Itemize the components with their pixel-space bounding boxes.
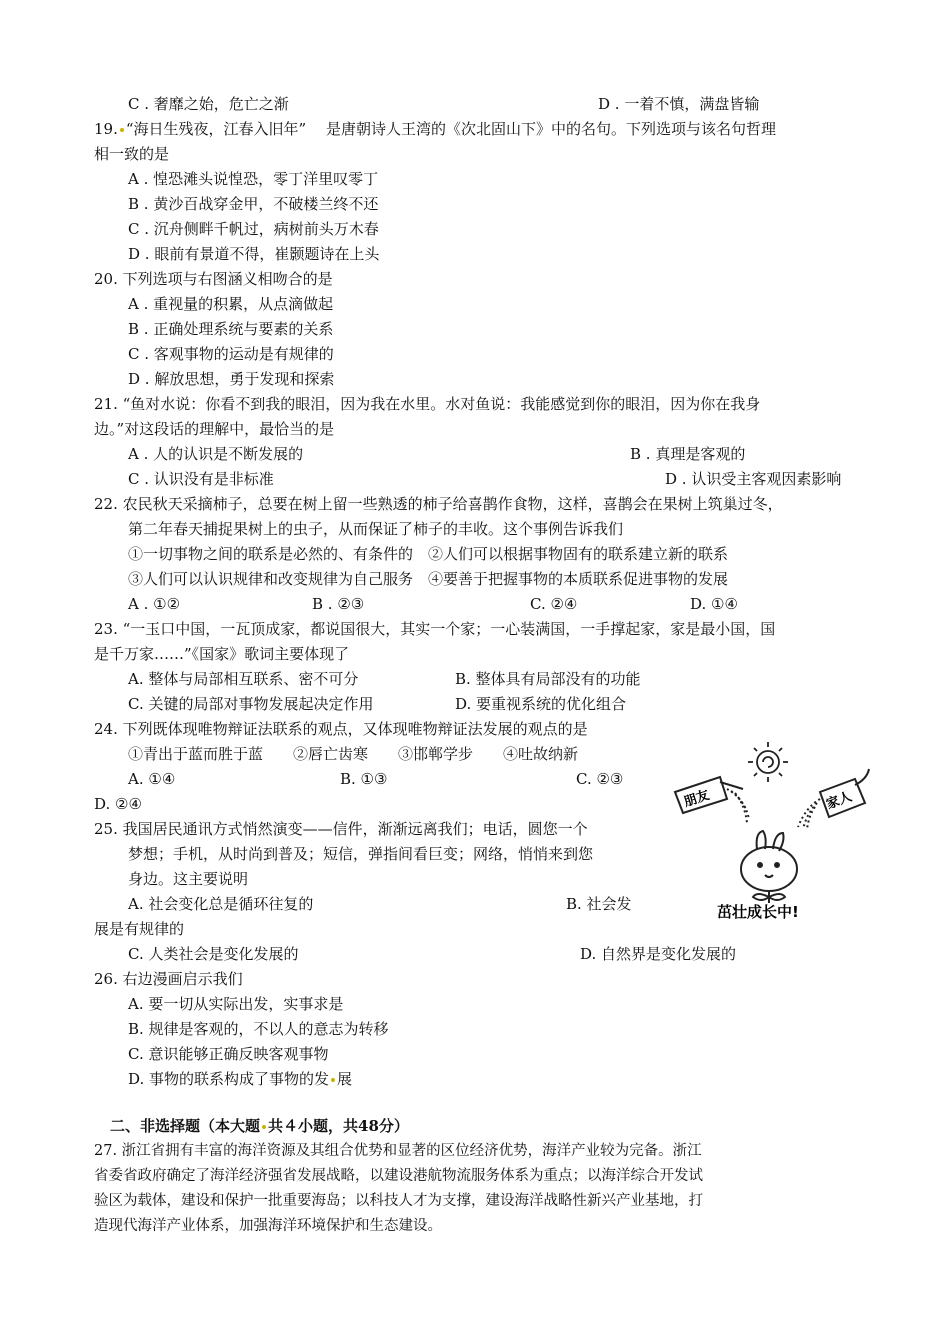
q23-option-b: B. 整体具有局部没有的功能 xyxy=(455,670,641,688)
q27-line3: 验区为载体，建设和保护一批重要海岛；以科技人才为支撑，建设海洋战略性新兴产业基地，打 xyxy=(94,1193,703,1209)
q25-stem-line3: 身边。这主要说明 xyxy=(128,870,249,888)
mark-dot xyxy=(120,128,124,132)
q22-statements-line1: ①一切事物之间的联系是必然的、有条件的 ②人们可以根据事物固有的联系建立新的联系 xyxy=(128,545,729,563)
q24-option-c: C. ②③ xyxy=(576,770,624,788)
q22-option-c: C. ②④ xyxy=(530,595,578,613)
comic-illustration xyxy=(665,737,880,925)
q24-option-b: B. ①③ xyxy=(340,770,388,788)
q24-stem: 24. 下列既体现唯物辩证法联系的观点，又体现唯物辩证法发展的观点的是 xyxy=(94,720,588,738)
q26-option-d xyxy=(128,1069,352,1089)
q25-option-b-part1: B. 社会发 xyxy=(566,895,632,913)
q23-option-c: C. 关键的局部对事物发展起决定作用 xyxy=(128,695,374,713)
q22-stem-line2: 第二年春天捕捉果树上的虫子，从而保证了柿子的丰收。这个事例告诉我们 xyxy=(128,520,624,538)
q23-stem-line2: 是千万家……”《国家》歌词主要体现了 xyxy=(94,645,350,663)
q25-stem-line2: 梦想；手机，从时尚到普及；短信，弹指间看巨变；网络，悄悄来到您 xyxy=(128,845,594,863)
q21-option-b: B . 真理是客观的 xyxy=(630,445,746,463)
q19-option-b: B . 黄沙百战穿金甲，不破楼兰终不还 xyxy=(128,195,379,213)
q27-line2: 省委省政府确定了海洋经济强省发展战略，以建设港航物流服务体系为重点；以海洋综合开发试 xyxy=(94,1168,703,1184)
q23-option-a: A. 整体与局部相互联系、密不可分 xyxy=(128,670,359,688)
q19-option-a: A . 惶恐滩头说惶恐，零丁洋里叹零丁 xyxy=(128,170,379,188)
q20-stem: 20. 下列选项与右图涵义相吻合的是 xyxy=(94,270,333,288)
q26-option-d-part2: 展 xyxy=(337,1070,353,1088)
mark-dot xyxy=(262,1125,266,1129)
q19-option-d: D . 眼前有景道不得，崔颢题诗在上头 xyxy=(128,245,380,263)
q21-stem-line2: 边。”对这段话的理解中，最恰当的是 xyxy=(94,420,335,438)
section2-title-part2: 共４小题，共48分） xyxy=(268,1117,409,1135)
q22-stem-line1: 22. 农民秋天采摘柿子，总要在树上留一些熟透的柿子给喜鹊作食物，这样，喜鹊会在果树上筑巢过冬， xyxy=(94,495,783,513)
q24-statements: ①青出于蓝而胜于蓝 ②唇亡齿寒 ③邯郸学步 ④吐故纳新 xyxy=(128,745,579,763)
q20-option-d: D . 解放思想，勇于发现和探索 xyxy=(128,370,335,388)
section2-title-part1: 二、非选择题（本大题 xyxy=(110,1117,261,1135)
q19-option-c: C . 沉舟侧畔千帆过，病树前头万木春 xyxy=(128,220,379,238)
q20-option-a: A . 重视量的积累，从点滴做起 xyxy=(128,295,334,313)
sun-icon xyxy=(748,742,788,782)
q25-option-c: C. 人类社会是变化发展的 xyxy=(128,945,299,963)
q19-stem-line1 xyxy=(94,119,776,139)
section2-title xyxy=(110,1116,409,1136)
q26-option-a: A. 要一切从实际出发，实事求是 xyxy=(128,995,344,1013)
q22-statements-line2: ③人们可以认识规律和改变规律为自己服务 ④要善于把握事物的本质联系促进事物的发展 xyxy=(128,570,729,588)
comic-caption: 茁壮成长中! xyxy=(717,903,799,921)
q24-option-a: A. ①④ xyxy=(128,770,176,788)
q22-option-a: A . ①② xyxy=(128,595,181,613)
q26-option-c: C. 意识能够正确反映客观事物 xyxy=(128,1045,329,1063)
q27-line1: 27. 浙江省拥有丰富的海洋资源及其组合优势和显著的区位经济优势，海洋产业较为完备。浙江 xyxy=(94,1143,702,1159)
sprout-character-icon xyxy=(741,831,797,903)
q27-line4: 造现代海洋产业体系，加强海洋环境保护和生态建设。 xyxy=(94,1218,442,1234)
q21-stem-line1: 21. “鱼对水说：你看不到我的眼泪，因为我在水里。水对鱼说：我能感觉到你的眼泪，因为你在我身 xyxy=(94,395,761,413)
q21-option-d: D . 认识受主客观因素影响 xyxy=(665,470,842,488)
q26-stem: 26. 右边漫画启示我们 xyxy=(94,970,243,988)
comic-sign-right: 家人 xyxy=(824,789,855,813)
q23-stem-line1: 23. “一玉口中国，一瓦顶成家，都说国很大，其实一个家；一心装满国，一手撑起家，家是最小国，国 xyxy=(94,620,776,638)
q22-option-b: B . ②③ xyxy=(312,595,365,613)
q19-number: 19. xyxy=(94,120,118,138)
q24-option-d: D. ②④ xyxy=(94,795,142,813)
q23-option-d: D. 要重视系统的优化组合 xyxy=(455,695,627,713)
q19-stem-line2: 相一致的是 xyxy=(94,145,170,163)
q18-option-d: D . 一着不慎，满盘皆输 xyxy=(598,95,760,113)
mark-dot xyxy=(331,1078,335,1082)
q18-option-c: C . 奢靡之始，危亡之渐 xyxy=(128,95,289,113)
q21-option-c: C . 认识没有是非标准 xyxy=(128,470,274,488)
q20-option-b: B . 正确处理系统与要素的关系 xyxy=(128,320,334,338)
q26-option-d-part1: D. 事物的联系构成了事物的发 xyxy=(128,1070,330,1088)
q25-stem-line1: 25. 我国居民通讯方式悄然演变——信件，渐渐远离我们；电话，圆您一个 xyxy=(94,820,588,838)
q25-option-b-part2: 展是有规律的 xyxy=(94,920,185,938)
q22-option-d: D. ①④ xyxy=(690,595,738,613)
q25-option-d: D. 自然界是变化发展的 xyxy=(580,945,737,963)
q19-stem-text: “海日生残夜，江春入旧年” 是唐朝诗人王湾的《次北固山下》中的名句。下列选项与该名句哲理 xyxy=(125,120,776,138)
q20-option-c: C . 客观事物的运动是有规律的 xyxy=(128,345,334,363)
q25-option-a: A. 社会变化总是循环往复的 xyxy=(128,895,314,913)
q26-option-b: B. 规律是客观的，不以人的意志为转移 xyxy=(128,1020,389,1038)
q21-option-a: A . 人的认识是不断发展的 xyxy=(128,445,304,463)
comic-sign-left: 朋友 xyxy=(682,787,712,811)
